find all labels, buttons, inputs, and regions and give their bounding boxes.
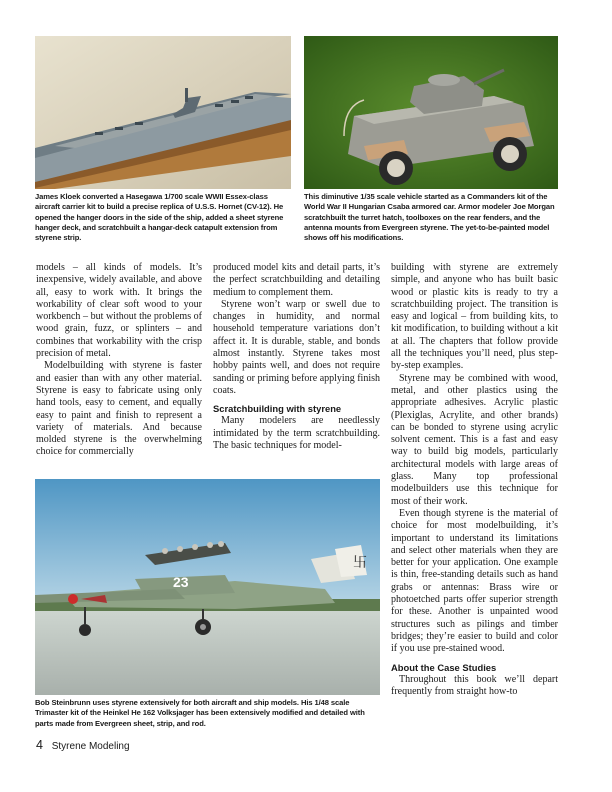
armored-car-photo — [304, 36, 558, 189]
carrier-photo-caption — [35, 192, 293, 243]
body-paragraph: Modelbuilding with styrene is faster and easier than with any other material. Styrene is easy to fabricate using only hand tools, easy to cement, and equally easy to paint and finish to represent a variety of materials. And because molded styrene is the overwhelming choice for commercially — [36, 360, 202, 458]
caption-text: James Kloek converted a Hasegawa 1/700 scale WWII Essex-class aircraft carrier kit to build a precise replica of U.S.S. Hornet (CV-12). He opened the hanger doors in the side of the ship, added a sheet styrene hanger deck, and scratchbuilt a hangar-deck catapult extension from styrene strip. — [35, 192, 284, 243]
section-heading: Scratchbuilding with styrene — [213, 403, 342, 415]
body-paragraph: Many modelers are needlessly intimidated by the term scratchbuilding. The basic techniques for model- — [213, 415, 380, 451]
section-heading: About the Case Studies — [391, 661, 497, 673]
body-paragraph: Styrene may be combined with wood, metal, and other plastics using the appropriate adhesives. Acrylic plastic (Plexiglas, Acrylite, and other brands) can be bonded to styrene using acrylic solvent cement. This is a fast and easy way to build big models, particularly architectural models with large areas of glass. Many top professional modelbuilders use this technique for most of their work. — [391, 372, 558, 507]
caption-text: This diminutive 1/35 scale vehicle started as a Commanders kit of the World War II Hungarian Csaba armored car. Armor modeler Joe Morgan scratchbuilt the turret hatch, toolboxes on the rear fenders, and the antenna mounts from Evergreen styrene. The yet-to-be-painted model shows off his modifications. — [304, 192, 555, 243]
svg-text:卐: 卐 — [353, 554, 367, 570]
aircraft-photo-caption — [35, 698, 381, 729]
aircraft-model-image — [35, 479, 380, 695]
body-paragraph: produced model kits and detail parts, it’s the perfect scratchbuilding and detailing medium to complement them. — [213, 262, 380, 298]
body-paragraph: models – all kinds of models. It’s inexpensive, widely available, and above all, easy to work with. It brings the workability of clear soft wood to your workbench – but without the problems of wood grain, fuzz, or splinters – and combines that workability with the crisp precision of metal. — [36, 262, 202, 360]
text-column-3 — [391, 262, 558, 698]
page-number: 4 — [36, 738, 43, 752]
carrier-model-image — [35, 36, 291, 189]
text-column-2 — [213, 262, 380, 452]
body-paragraph: building with styrene are extremely simple, and anyone who has built basic wood or plastic kits is ready to try a scratchbuilding project. The transition is easy and logical – from building kits, to kit modification, to building without a kit at all. The chapters that follow provide all the techniques you’ll need, plus step-by-step examples. — [391, 262, 558, 372]
body-paragraph: Even though styrene is the material of choice for most modelbuilding, it’s important to understand its limitations and select other materials when they are better for your application. One example is thin, free-standing details such as hand grabs or antennas: Brass wire or photoetched parts offer superior strength for these. Another is unpainted wood structures such as pilings and timber bridges; they’re easier to build and color if you use pre-stained wood. — [391, 507, 558, 655]
text-column-1 — [36, 262, 202, 459]
armored-car-image — [304, 36, 558, 189]
body-paragraph: Styrene won’t warp or swell due to changes in humidity, and normal household temperature variations don’t affect it. It is durable, stable, and bonds almost instantly. Styrene takes most hobby paints well, and does not require sanding or priming before applying finish coats. — [213, 298, 380, 396]
aircraft-code-label: 23 — [173, 574, 189, 590]
page-footer — [36, 738, 130, 752]
carrier-model-photo — [35, 36, 291, 189]
aircraft-model-photo — [35, 479, 380, 695]
armored-car-photo-caption — [304, 192, 560, 243]
caption-text: Bob Steinbrunn uses styrene extensively for both aircraft and ship models. His 1/48 scale Trimaster kit of the Heinkel He 162 Volksjager has been extensively modified and detailed with parts made from Evergreen sheet, strip, and rod. — [35, 698, 365, 728]
body-paragraph: Throughout this book we’ll depart frequently from straight how-to — [391, 673, 558, 697]
running-title: Styrene Modeling — [51, 741, 130, 752]
